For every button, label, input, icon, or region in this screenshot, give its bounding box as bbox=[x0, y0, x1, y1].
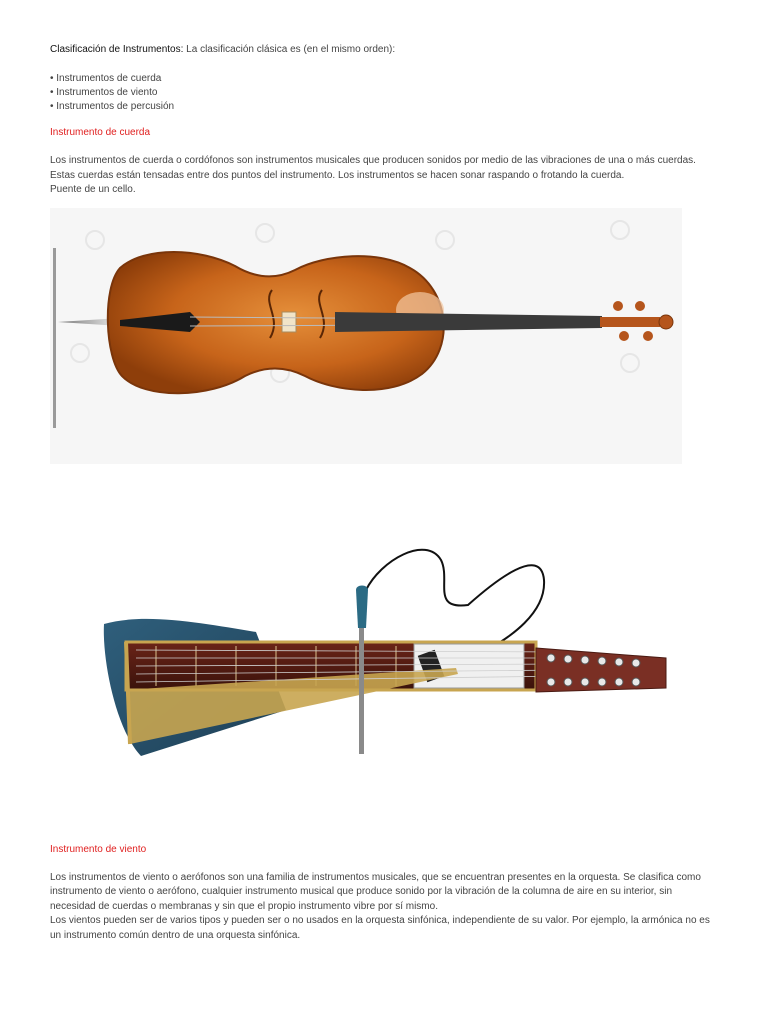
paragraph-line: necesidad de cuerdas o membranas y sin que el propio instrumento vibre por sí mismo. bbox=[50, 901, 438, 912]
paragraph-line: Estas cuerdas están tensadas entre dos puntos del instrumento. Los instrumentos se hacen sonar raspando o frotando la cuerda. bbox=[50, 170, 625, 181]
paragraph-line: Los instrumentos de cuerda o cordófonos son instrumentos musicales que producen sonidos por medio de las vibraciones de una o más cuerdas. bbox=[50, 155, 696, 166]
list-item: • Instrumentos de percusión bbox=[50, 101, 175, 112]
paragraph-line: Puente de un cello. bbox=[50, 184, 136, 195]
list-item: • Instrumentos de cuerda bbox=[50, 73, 162, 84]
paragraph-line: Los vientos pueden ser de varios tipos y pueden ser o no usados en la orquesta sinfónica, independiente de su valor. Por ejemplo, la armónica no es bbox=[50, 915, 710, 926]
paragraph-line: Los instrumentos de viento o aerófonos son una familia de instrumentos musicales, que se encuentran presentes en la orquesta. Se clasifica como bbox=[50, 872, 701, 883]
heading-viento: Instrumento de viento bbox=[50, 844, 147, 855]
intro-label: Clasificación de Instrumentos: bbox=[50, 44, 184, 55]
list-item: • Instrumentos de viento bbox=[50, 87, 158, 98]
heading-cuerda: Instrumento de cuerda bbox=[50, 127, 151, 138]
intro-text: La clasificación clásica es (en el mismo orden): bbox=[183, 44, 396, 55]
intro-line bbox=[50, 43, 395, 57]
paragraph-line: un instrumento común dentro de una orquesta sinfónica. bbox=[50, 930, 301, 941]
steel-guitar-image bbox=[96, 540, 671, 768]
paragraph-line: instrumento de viento o aerófono, cualquier instrumento musical que produce sonido por la vibración de la columna de aire en su interior, sin bbox=[50, 886, 673, 897]
cello-image bbox=[50, 208, 682, 464]
